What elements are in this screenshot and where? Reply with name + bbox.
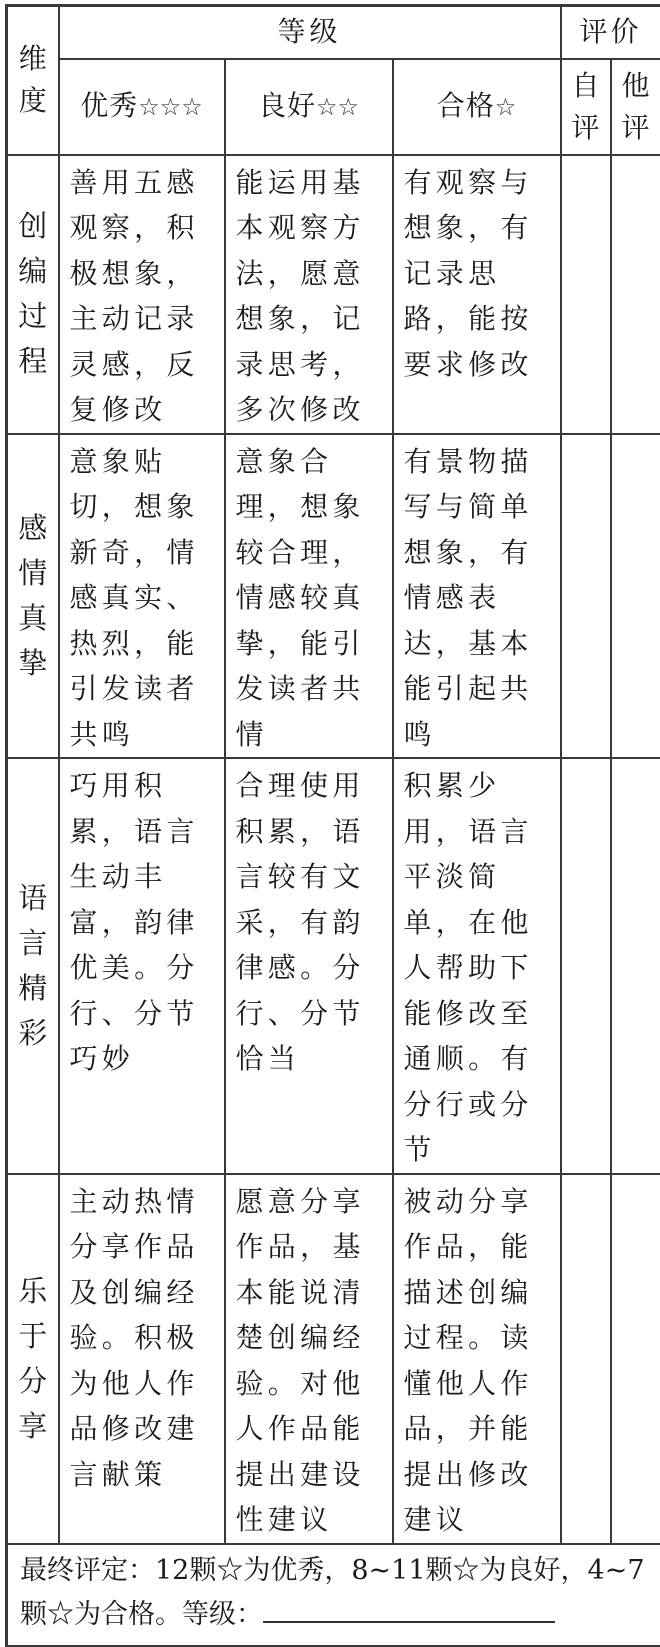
- peer-eval-cell[interactable]: [611, 434, 660, 759]
- dimension-cell: [7, 155, 59, 434]
- excellent-criteria: 善用五感观察，积极想象，主动记录灵感，反复修改: [59, 155, 225, 434]
- good-header: [225, 59, 393, 155]
- pass-criteria: 积累少用，语言平淡简单，在他人帮助下能修改至通顺。有分行或分节: [393, 758, 561, 1174]
- dimension-label: 感情真挚: [18, 506, 47, 686]
- rubric-row-emotion: [7, 434, 660, 759]
- self-eval-cell[interactable]: [561, 434, 611, 759]
- pass-criteria: 被动分享作品，能描述创编过程。读懂他人作品，并能提出修改建议: [393, 1174, 561, 1544]
- dimension-header: [7, 6, 59, 155]
- self-eval-cell[interactable]: [561, 1174, 611, 1544]
- dimension-label: 语言精彩: [18, 876, 47, 1056]
- dimension-cell: [7, 434, 59, 759]
- dimension-cell: [7, 758, 59, 1174]
- dimension-header-label: 维度: [19, 38, 47, 122]
- good-stars: ☆☆: [316, 93, 359, 121]
- good-criteria: 合理使用积累，语言较有文采，有韵律感。分行、分节恰当: [225, 758, 393, 1174]
- evaluation-header: 评价: [561, 6, 660, 59]
- final-rating-text: 最终评定：12颗☆为优秀，8~11颗☆为良好，4~7颗☆为合格。等级：: [20, 1555, 645, 1630]
- pass-label: 合格: [437, 89, 495, 122]
- dimension-cell: [7, 1174, 59, 1544]
- excellent-criteria: 主动热情分享作品及创编经验。积极为他人作品修改建言献策: [59, 1174, 225, 1544]
- peer-eval-cell[interactable]: [611, 155, 660, 434]
- pass-stars: ☆: [495, 93, 517, 121]
- peer-eval-header: [611, 59, 660, 155]
- dimension-label: 创编过程: [18, 204, 47, 384]
- rubric-row-language: [7, 758, 660, 1174]
- excellent-criteria: 意象贴切，想象新奇，情感真实、热烈，能引发读者共鸣: [59, 434, 225, 759]
- final-rating: [7, 1544, 660, 1646]
- excellent-label: 优秀: [80, 89, 138, 122]
- rubric-row-sharing: [7, 1174, 660, 1544]
- grade-blank[interactable]: [263, 1593, 555, 1623]
- self-eval-label: 自评: [572, 65, 600, 149]
- peer-eval-label: 他评: [622, 65, 650, 149]
- self-eval-cell[interactable]: [561, 155, 611, 434]
- rubric-row-process: [7, 155, 660, 434]
- good-criteria: 愿意分享作品，基本能说清楚创编经验。对他人作品能提出建设性建议: [225, 1174, 393, 1544]
- peer-eval-cell[interactable]: [611, 758, 660, 1174]
- pass-criteria: 有景物描写与简单想象，有情感表达，基本能引起共鸣: [393, 434, 561, 759]
- good-criteria: 意象合理，想象较合理，情感较真挚，能引发读者共情: [225, 434, 393, 759]
- self-eval-header: [561, 59, 611, 155]
- good-label: 良好: [258, 89, 316, 122]
- pass-criteria: 有观察与想象，有记录思路，能按要求修改: [393, 155, 561, 434]
- pass-header: [393, 59, 561, 155]
- excellent-stars: ☆☆☆: [138, 93, 203, 121]
- footer-row: [7, 1544, 660, 1646]
- evaluation-rubric-table: [5, 4, 660, 1647]
- dimension-label: 乐于分享: [18, 1269, 47, 1449]
- header-row-2: [7, 59, 660, 155]
- self-eval-cell[interactable]: [561, 758, 611, 1174]
- header-row-1: [7, 6, 660, 59]
- excellent-criteria: 巧用积累，语言生动丰富，韵律优美。分行、分节巧妙: [59, 758, 225, 1174]
- good-criteria: 能运用基本观察方法，愿意想象，记录思考，多次修改: [225, 155, 393, 434]
- peer-eval-cell[interactable]: [611, 1174, 660, 1544]
- level-header: 等级: [59, 6, 561, 59]
- excellent-header: [59, 59, 225, 155]
